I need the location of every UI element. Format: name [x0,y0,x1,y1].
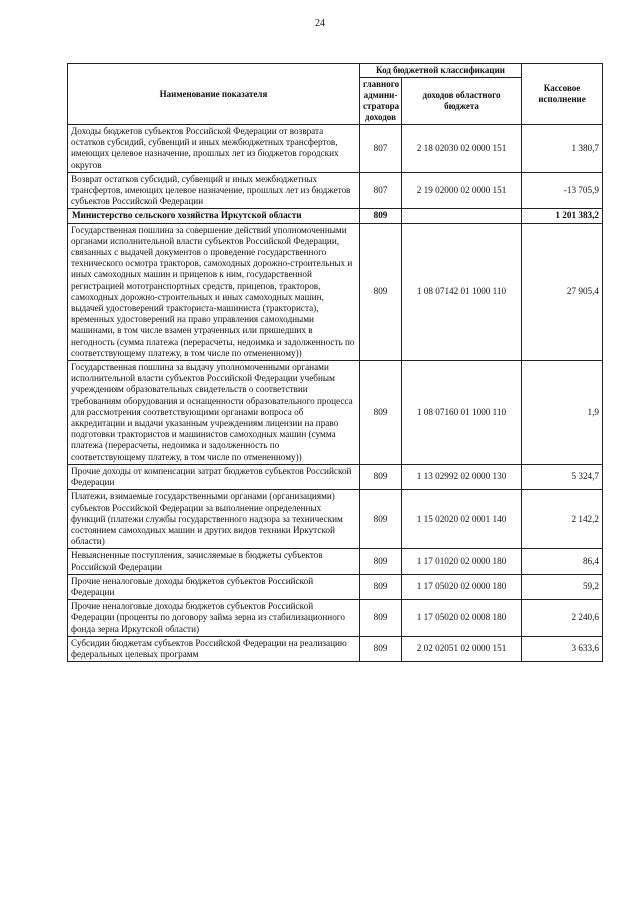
table-row [68,490,603,549]
row-name: Платежи, взимаемые государственными органами (организациями) субъектов Российской Федерации за выполнение определенных функций (платежи службы государственного надзора за техническим состоянием самоходных машин и других видов техники Иркутской области) [68,490,360,549]
page-number: 24 [315,18,325,29]
row-admin: 809 [360,490,402,549]
row-admin: 809 [360,600,402,637]
row-code: 2 19 02000 02 0000 151 [402,172,522,209]
header-income-code: доходов областного бюджета [402,78,522,125]
row-amount: 2 240,6 [522,600,603,637]
row-amount: -13 705,9 [522,172,603,209]
ministry-row [68,209,603,223]
row-code: 1 15 02020 02 0001 140 [402,490,522,549]
row-amount: 59,2 [522,574,603,599]
row-name: Прочие неналоговые доходы бюджетов субъектов Российской Федерации [68,574,360,599]
header-indicator-name: Наименование показателя [68,64,360,125]
row-amount: 1,9 [522,361,603,465]
row-amount: 2 142,2 [522,490,603,549]
row-code: 1 17 01020 02 0000 180 [402,549,522,574]
row-name: Государственная пошлина за совершение действий уполномоченными органами исполнительной власти субъектов Российской Федерации, связанных с выдачей документов о проведение государственного технического осмотра тракторов, самоходных дорожно-строительных и иных самоходных машин и прицепов к ним, государственной регистрацией мототранспортных средств, прицепов, тракторов, самоходных дорожно-строительных и иных самоходных машин, выдачей удостоверений тракториста-машиниста (тракториста), временных удостоверений на право управления самоходными машинами, в том числе взамен утраченных или пришедших в негодность (сумма платежа (перерасчеты, недоимка и задолженность по соответствующему платежу, в том числе по отмененному)) [68,223,360,360]
row-name: Возврат остатков субсидий, субвенций и иных межбюджетных трансфертов, имеющих целевое назначение, прошлых лет из бюджетов субъектов Российской Федерации [68,172,360,209]
table-row [68,464,603,489]
table-row [68,636,603,661]
ministry-name: Министерство сельского хозяйства Иркутской области [68,209,360,223]
row-admin: 809 [360,361,402,465]
row-name: Прочие доходы от компенсации затрат бюджетов субъектов Российской Федерации [68,464,360,489]
row-name: Невыясненные поступления, зачисляемые в бюджеты субъектов Российской Федерации [68,549,360,574]
table-row [68,223,603,360]
row-amount: 3 633,6 [522,636,603,661]
header-execution: Кассовое исполнение [522,64,603,125]
row-amount: 1 380,7 [522,125,603,173]
row-code: 2 18 02030 02 0000 151 [402,125,522,173]
row-admin: 809 [360,636,402,661]
row-admin: 809 [360,209,402,223]
row-code [402,209,522,223]
row-admin: 809 [360,464,402,489]
row-admin: 809 [360,223,402,360]
row-name: Субсидии бюджетам субъектов Российской Федерации на реализацию федеральных целевых программ [68,636,360,661]
table-row [68,125,603,173]
header-budget-code: Код бюджетной классификации [360,64,522,78]
row-admin: 807 [360,172,402,209]
ministry-total: 1 201 383,2 [522,209,603,223]
table-row [68,172,603,209]
row-amount: 27 905,4 [522,223,603,360]
row-name: Доходы бюджетов субъектов Российской Федерации от возврата остатков субсидий, субвенций и иных межбюджетных трансфертов, имеющих целевое назначение, прошлых лет из бюджетов городских округов [68,125,360,173]
row-code: 1 08 07160 01 1000 110 [402,361,522,465]
row-code: 1 17 05020 02 0008 180 [402,600,522,637]
row-admin: 809 [360,549,402,574]
row-amount: 5 324,7 [522,464,603,489]
table-row [68,574,603,599]
row-admin: 809 [360,574,402,599]
row-code: 1 13 02992 02 0000 130 [402,464,522,489]
row-name: Прочие неналоговые доходы бюджетов субъектов Российской Федерации (проценты по договору займа зерна из стабилизационного фонда зерна Иркутской области) [68,600,360,637]
row-code: 2 02 02051 02 0000 151 [402,636,522,661]
row-name: Государственная пошлина за выдачу уполномоченными органами исполнительной власти субъектов Российской Федерации учебным учреждениям образовательных свидетельств о соответствии требованиям оборудования и оснащенности образовательного процесса для рассмотрения соответствующими органами вопроса об аккредитации и выдачи указанным учреждениям лицензии на право подготовки трактористов и машинистов самоходных машин (сумма платежа (перерасчеты, недоимка и задолженность по соответствующему платежу, в том числе по отмененному)) [68,361,360,465]
row-code: 1 17 05020 02 0000 180 [402,574,522,599]
row-code: 1 08 07142 01 1000 110 [402,223,522,360]
header-row-1 [68,64,603,78]
row-admin: 807 [360,125,402,173]
header-admin: главного админи-стратора доходов [360,78,402,125]
table-row [68,549,603,574]
row-amount: 86,4 [522,549,603,574]
table-row [68,361,603,465]
table-row [68,600,603,637]
budget-table [67,63,603,662]
